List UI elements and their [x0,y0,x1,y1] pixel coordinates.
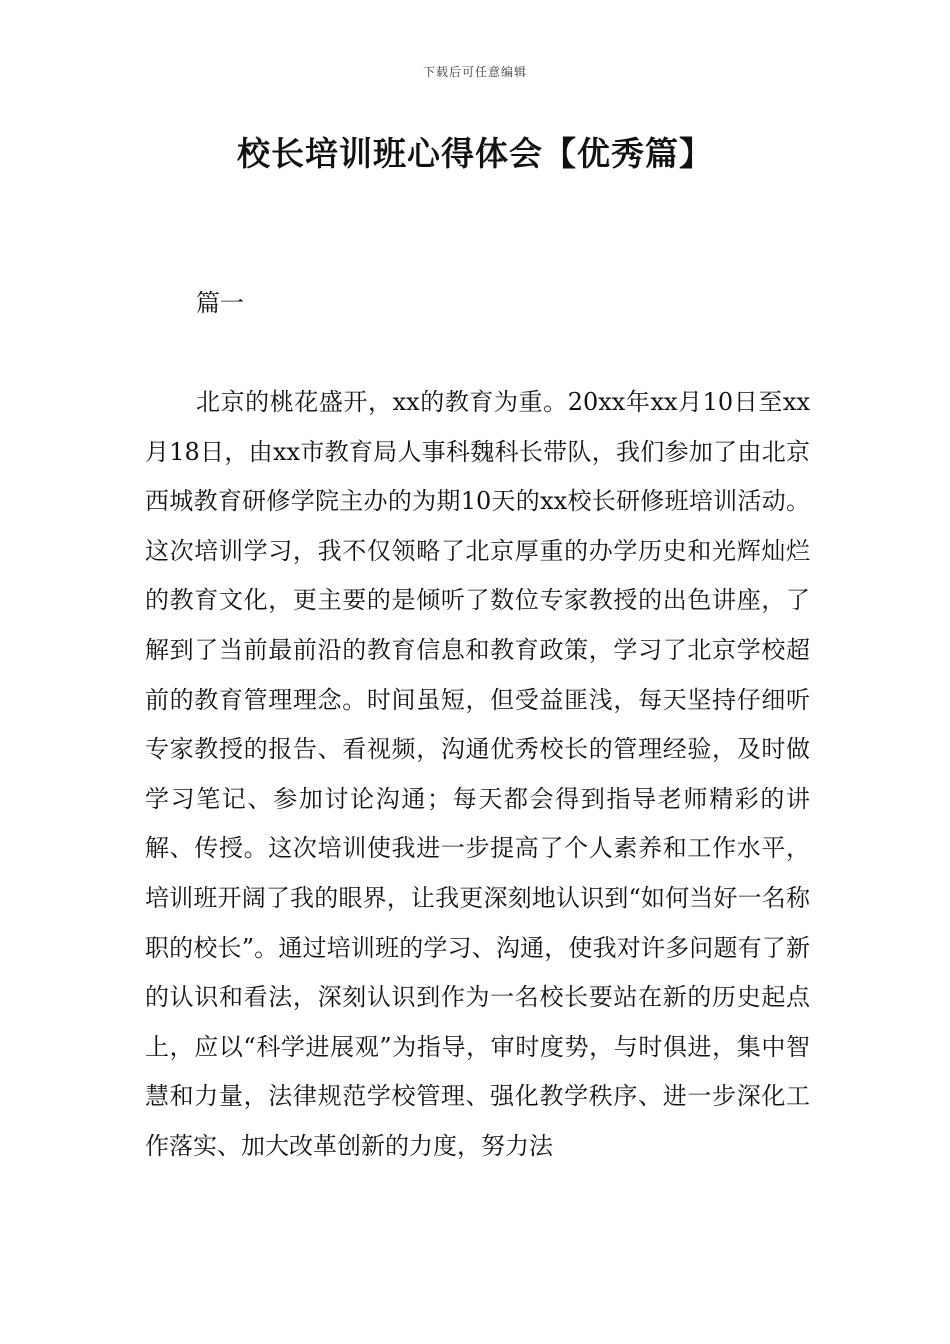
document-title: 校长培训班心得体会【优秀篇】 [237,134,713,173]
page-header-note: 下载后可任意编辑 [422,65,527,79]
body-paragraph: 北京的桃花盛开，xx的教育为重。20xx年xx月10日至xx月18日，由xx市教育局人事科魏科长带队，我们参加了由北京西城教育研修学院主办的为期10天的xx校长研修班培训活动。这次培训学习，我不仅领略了北京厚重的办学历史和光辉灿烂的教育文化，更主要的是倾听了数位专家教授的出色讲座，了解到了当前最前沿的教育信息和教育政策，学习了北京学校超前的教育管理理念。时间虽短，但受益匪浅，每天坚持仔细听专家教授的报告、看视频，沟通优秀校长的管理经验，及时做学习笔记、参加讨论沟通；每天都会得到指导老师精彩的讲解、传授。这次培训使我进一步提高了个人素养和工作水平，培训班开阔了我的眼界，让我更深刻地认识到“如何当好一名称职的校长”。通过培训班的学习、沟通，使我对许多问题有了新的认识和看法，深刻认识到作为一名校长要站在新的历史起点上，应以“科学进展观”为指导，审时度势，与时俱进，集中智慧和力量，法律规范学校管理、强化教学秩序、进一步深化工作落实、加大改革创新的力度，努力法 [145,388,810,1160]
section-heading: 篇一 [196,289,244,317]
